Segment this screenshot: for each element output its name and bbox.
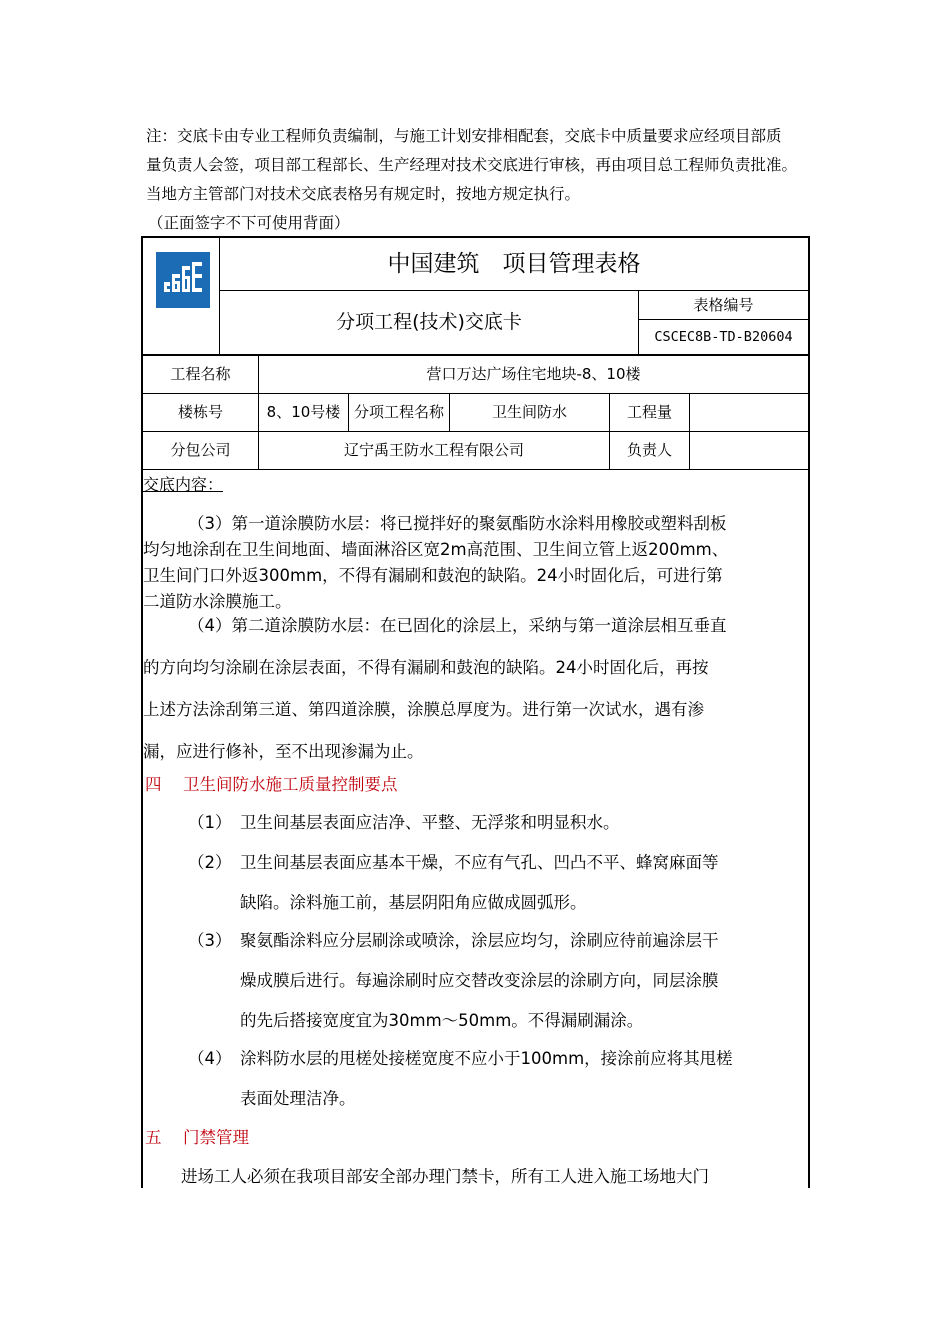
paragraph-line: 的方向均匀涂刷在涂层表面，不得有漏刷和鼓泡的缺陷。24小时固化后，再按 [143, 658, 709, 677]
item-line: 卫生间基层表面应洁净、平整、无浮浆和明显积水。 [240, 813, 620, 832]
subcontractor-value: 辽宁禹王防水工程有限公司 [259, 432, 610, 469]
item-label: 分项工程名称 [349, 394, 450, 431]
project-value: 营口万达广场住宅地块-8、10楼 [426, 365, 641, 383]
quantity-value [690, 394, 808, 431]
note-block [146, 122, 826, 238]
subcontractor-row [143, 432, 808, 470]
paragraph-line: （3）第一道涂膜防水层：将已搅拌好的聚氨酯防水涂料用橡胶或塑料刮板 [188, 514, 727, 533]
info-rows [143, 354, 808, 470]
note-line: （正面签字不下可使用背面） [148, 214, 350, 232]
disclosure-card [141, 236, 810, 1188]
section-title: 卫生间防水施工质量控制要点 [183, 775, 398, 794]
item-number: （2） [188, 853, 232, 872]
item-line: 卫生间基层表面应基本干燥，不应有气孔、凹凸不平、蜂窝麻面等 [240, 853, 719, 872]
paragraph-line: 二道防水涂膜施工。 [143, 592, 292, 611]
section-5-line: 进场工人必须在我项目部安全部办理门禁卡，所有工人进入施工场地大门 [181, 1167, 709, 1186]
item-line: 聚氨酯涂料应分层刷涂或喷涂，涂层应均匀，涂刷应待前遍涂层干 [240, 931, 719, 950]
item-line: 燥成膜后进行。每遍涂刷时应交替改变涂层的涂刷方向，同层涂膜 [240, 971, 719, 990]
note-line: 量负责人会签，项目部工程部长、生产经理对技术交底进行审核，再由项目总工程师负责批准。 [146, 156, 798, 174]
section-number: 五 [145, 1128, 162, 1147]
item-number: （1） [188, 813, 232, 832]
leader-value [690, 432, 808, 469]
item-body [240, 1039, 733, 1119]
building-label: 楼栋号 [143, 394, 259, 431]
item-number: （3） [188, 931, 232, 950]
project-row [143, 356, 808, 394]
leader-label: 负责人 [610, 432, 690, 469]
cscec-logo [156, 252, 210, 308]
item-value: 卫生间防水 [450, 394, 610, 431]
card-header [143, 238, 808, 354]
paragraph-line: （4）第二道涂膜防水层：在已固化的涂层上，采纳与第一道涂层相互垂直 [188, 616, 727, 635]
quantity-label: 工程量 [610, 394, 690, 431]
paragraph-line: 均匀地涂刮在卫生间地面、墙面淋浴区宽2m高范围、卫生间立管上返200mm、 [143, 540, 729, 559]
item-line: 的先后搭接宽度宜为30mm～50mm。不得漏刷漏涂。 [240, 1011, 644, 1030]
paragraph-4 [143, 605, 808, 773]
logo-cell [143, 238, 220, 354]
building-value: 8、10号楼 [259, 394, 349, 431]
item-line: 涂料防水层的甩槎处接槎宽度不应小于100mm，接涂前应将其甩槎 [240, 1049, 733, 1068]
item-body [240, 921, 719, 1041]
paragraph-line: 卫生间门口外返300mm，不得有漏刷和鼓泡的缺陷。24小时固化后，可进行第 [143, 566, 723, 585]
item-number: （4） [188, 1049, 232, 1068]
building-row [143, 394, 808, 432]
note-line: 当地方主管部门对技术交底表格另有规定时，按地方规定执行。 [146, 185, 581, 203]
form-code-value: CSCEC8B-TD-B20604 [654, 329, 793, 345]
paragraph-line: 漏，应进行修补，至不出现渗漏为止。 [143, 742, 424, 761]
form-title: 中国建筑 项目管理表格 [220, 238, 808, 291]
subcontractor-label: 分包公司 [143, 432, 259, 469]
cscec-logo-icon [156, 252, 210, 308]
project-label: 工程名称 [143, 356, 259, 393]
content-title: 交底内容： [143, 475, 224, 494]
item-line: 表面处理洁净。 [240, 1089, 356, 1108]
item-line: 缺陷。涂料施工前，基层阴阳角应做成圆弧形。 [240, 893, 587, 912]
note-line: 注：交底卡由专业工程师负责编制，与施工计划安排相配套，交底卡中质量要求应经项目部质 [146, 127, 782, 145]
paragraph-3 [143, 511, 808, 615]
form-code-label: 表格编号 [639, 291, 808, 320]
item-body [240, 843, 719, 923]
section-title: 门禁管理 [183, 1128, 249, 1147]
section-number: 四 [145, 775, 162, 794]
form-subtitle: 分项工程(技术)交底卡 [220, 291, 639, 354]
paragraph-line: 上述方法涂刮第三道、第四道涂膜，涂膜总厚度为。进行第一次试水，遇有渗 [143, 700, 704, 719]
